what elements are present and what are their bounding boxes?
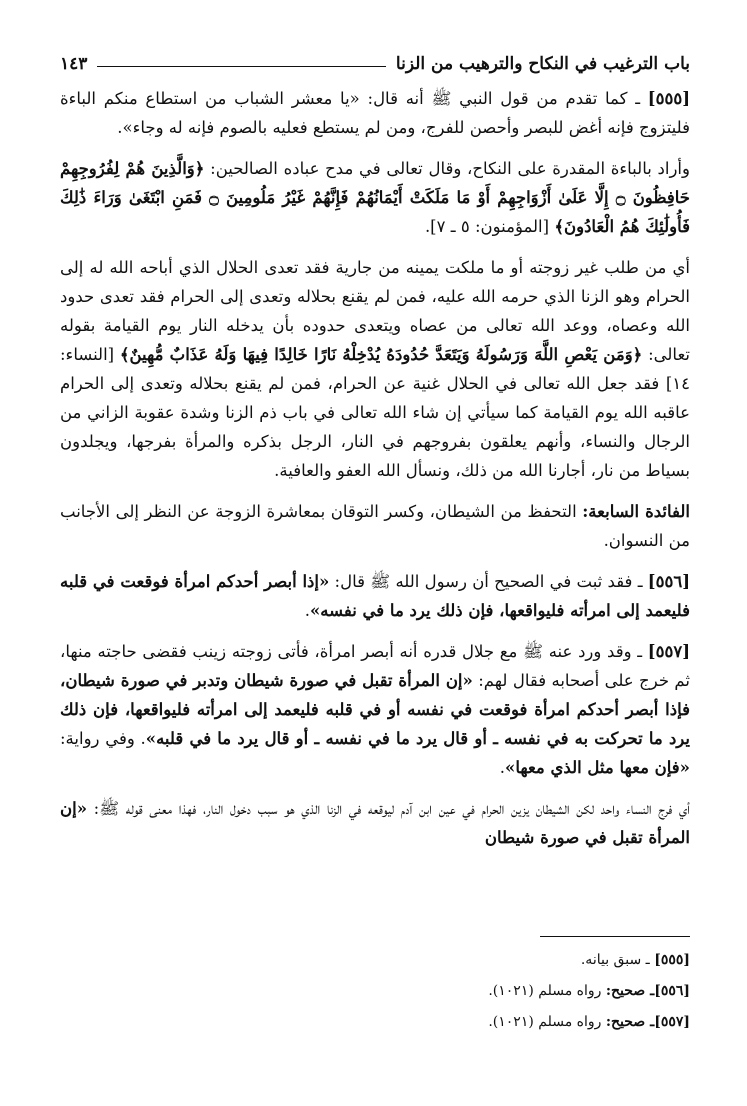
paragraph-commentary (60, 253, 690, 485)
paragraph-556 (60, 567, 690, 625)
paragraph-555 (60, 84, 690, 142)
paragraph-text: وأراد بالباءة المقدرة على النكاح، وقال تعالى في مدح عباده الصالحين: (204, 159, 690, 178)
footnote-text: رواه مسلم (١٠٢١). (488, 1014, 606, 1030)
paragraph-text: ـ فقد ثبت في الصحيح أن رسول الله ﷺ قال: (329, 572, 648, 591)
paragraph-closing (60, 794, 690, 852)
verse-citation: [المؤمنون: ٥ ـ ٧]. (424, 217, 555, 236)
footnote-text: رواه مسلم (١٠٢١). (488, 983, 606, 999)
hadith-ref: [٥٥٧] (647, 642, 690, 661)
hadith-ref: [٥٥٦] (647, 572, 690, 591)
hadith-quote: «إن المرأة تقبل في صورة شيطان وتدبر في صورة شيطان، فإذا أبصر أحدكم امرأة فوقعت في نفسه أو في قلبه فليعمد إلى امرأته فليواقعها، فإن ذلك يرد ما تحركت به في نفسه ـ أو قال يرد ما في نفسه ـ أو قال يرد ما في قلبه» (60, 671, 690, 748)
paragraph-text: . وفي رواية: (60, 729, 146, 748)
footnote-text: ـ سبق بيانه. (580, 952, 655, 968)
paragraph-benefit-seven (60, 497, 690, 555)
paragraph-text: . (304, 601, 310, 620)
paragraph-text: التحفظ من الشيطان، وكسر التوقان بمعاشرة الزوجة عن النظر إلى الأجانب من النسوان. (60, 502, 690, 550)
footnote-ref: [٥٥٥] (654, 952, 690, 968)
body-text (60, 84, 690, 852)
header-title: باب الترغيب في النكاح والترهيب من الزنا (395, 54, 690, 74)
quran-verse: ﴿وَمَن يَعْصِ اللَّهَ وَرَسُولَهُ وَيَتَعَدَّ حُدُودَهُ يُدْخِلْهُ نَارًا خَالِدًا فِيهَا وَلَهُ عَذَابٌ مُّهِينٌ﴾ (119, 345, 643, 364)
paragraph-557 (60, 637, 690, 782)
paragraph-text: ـ وقد ورد عنه ﷺ مع جلال قدره أنه أبصر امرأة، فأتى زوجته زينب فقضى حاجته منها، ثم خرج على أصحابه فقال لهم: (60, 642, 690, 690)
hadith-quote-variant: «فإن معها مثل الذي معها» (505, 758, 690, 777)
page (60, 40, 690, 864)
quran-verse: ﴿وَالَّذِينَ هُمْ لِفُرُوجِهِمْ حَافِظُونَ ۝ إِلَّا عَلَىٰ أَزْوَاجِهِمْ أَوْ مَا مَلَكَتْ أَيْمَانُهُمْ فَإِنَّهُمْ غَيْرُ مَلُومِينَ ۝ فَمَنِ ابْتَغَىٰ وَرَاءَ ذَٰلِكَ فَأُولَٰئِكَ هُمُ الْعَادُونَ﴾ (60, 159, 690, 236)
footnote-ref: [٥٥٦] (654, 983, 690, 999)
footnote-grade: ـ صحيح: (605, 983, 655, 999)
paragraph-text: أي من طلب غير زوجته أو ما ملكت يمينه من جارية فقد تعدى الحلال الذي أباحه الله له إلى الحرام وهو الزنا الذي حرمه الله عليه، فمن لم يقنع بحلاله وتعدى إلى الحرام فقد تعدى حدود الله وعصاه، ووعد الله تعالى من عصاه ويتعدى حدوده بأن يدخله النار يوم القيامة بقوله تعالى: (60, 258, 690, 364)
footnotes (60, 936, 690, 1038)
hadith-quote: «إن المرأة تقبل في صورة شيطان (60, 799, 690, 847)
header-rule (97, 66, 386, 67)
benefit-heading: الفائدة السابعة: (582, 502, 690, 521)
page-number: ١٤٣ (60, 54, 88, 74)
paragraph-baa (60, 154, 690, 241)
paragraph-text: أي فرج النساء واحد لكن الشيطان يزين الحرام في عين ابن آدم ليوقعه في الزنا الذي هو سبب دخول النار، فهذا معنى قوله ﷺ: (87, 799, 690, 818)
hadith-quote: «إذا أبصر أحدكم امرأة فوقعت في قلبه فليعمد إلى امرأته فليواقعها، فإن ذلك يرد ما في نفسه» (60, 572, 690, 620)
paragraph-text: . (499, 758, 505, 777)
footnote-556 (60, 976, 690, 1007)
paragraph-text: [النساء: ١٤] فقد جعل الله تعالى في الحلال غنية عن الحرام، فمن لم يقنع بحلاله وتعدى إلى الحرام عاقبه الله يوم القيامة كما سيأتي إن شاء الله تعالى في باب ذم الزنا وشدة عقوبة الزاني من الرجال والنساء، وأنهم يعلقون بفروجهم في النار، الرجل بذكره والمرأة بفرجها، ويجلدون بسياط من نار، أجارنا الله من ذلك، ونسأل الله العفو والعافية. (60, 345, 690, 480)
running-header (60, 40, 690, 74)
footnote-rule (540, 936, 690, 937)
footnote-557 (60, 1007, 690, 1038)
paragraph-text: ـ كما تقدم من قول النبي ﷺ أنه قال: «يا معشر الشباب من استطاع منكم الباءة فليتزوج فإنه أغض للبصر وأحصن للفرج، ومن لم يستطع فعليه بالصوم فإنه له وجاء». (60, 89, 690, 137)
footnote-ref: [٥٥٧] (654, 1014, 690, 1030)
footnote-grade: ـ صحيح: (605, 1014, 655, 1030)
hadith-ref: [٥٥٥] (647, 89, 690, 108)
footnote-555 (60, 945, 690, 976)
